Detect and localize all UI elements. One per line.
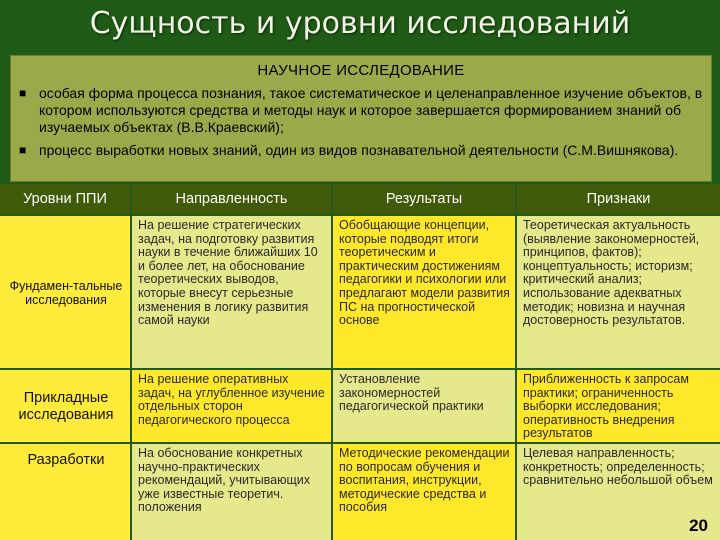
features-cell: Приближенность к запросам практики; ограниченность выборки исследования; оперативность внедрения результатов (517, 370, 720, 442)
results-cell: Установление закономерностей педагогической практики (333, 370, 515, 442)
definition-text: процесс выработки новых знаний, один из видов познавательной деятельности (С.М.Вишнякова). (39, 142, 679, 158)
features-cell: Целевая направленность; конкретность; определенность; сравнительно небольшой объем (517, 444, 720, 540)
column-header-levels: Уровни ППИ (0, 184, 130, 214)
slide-title: Сущность и уровни исследований (89, 6, 631, 41)
square-bullet-icon: ■ (19, 143, 27, 157)
column-header-direction: Направленность (132, 184, 331, 214)
column-header-results: Результаты (333, 184, 515, 214)
column-header-features: Признаки (517, 184, 720, 214)
level-cell: Прикладные исследования (0, 370, 130, 442)
direction-cell: На обоснование конкретных научно-практических рекомендаций, учитывающих уже известные теоретич. положения (132, 444, 331, 540)
definition-heading: НАУЧНОЕ ИССЛЕДОВАНИЕ (257, 62, 465, 79)
direction-cell: На решение оперативных задач, на углубленное изучение отдельных сторон педагогического процесса (132, 370, 331, 442)
square-bullet-icon: ■ (19, 86, 27, 100)
definition-bullet (11, 85, 711, 136)
level-cell: Фундамен-тальные исследования (0, 216, 130, 368)
definition-bullet (11, 142, 711, 159)
definition-box (10, 55, 712, 182)
results-cell: Методические рекомендации по вопросам обучения и воспитания, инструкции, методические средства и пособия (333, 444, 515, 540)
features-cell: Теоретическая актуальность (выявление закономерностей, принципов, фактов); концептуальность; историзм; критический анализ; использование адекватных методик; новизна и научная достоверность результатов. (517, 216, 720, 368)
direction-cell: На решение стратегических задач, на подготовку развития науки в течение ближайших 10 и более лет, на обоснование теоретических выводов, которые внесут серьезные изменения в логику развития самой науки (132, 216, 331, 368)
level-cell: Разработки (0, 444, 130, 540)
research-levels-table (0, 184, 720, 540)
page-number: 20 (689, 516, 708, 535)
definition-text: особая форма процесса познания, такое систематическое и целенаправленное изучение объектов, в котором используются средства и методы наук и которое завершается формированием знаний об изучаемых объектах (В.В.Краевский); (39, 85, 703, 135)
results-cell: Обобщающие концепции, которые подводят итоги теоретическим и практическим достижениям педагогики и психологии или предлагают модели развития ПС на прогностической основе (333, 216, 515, 368)
